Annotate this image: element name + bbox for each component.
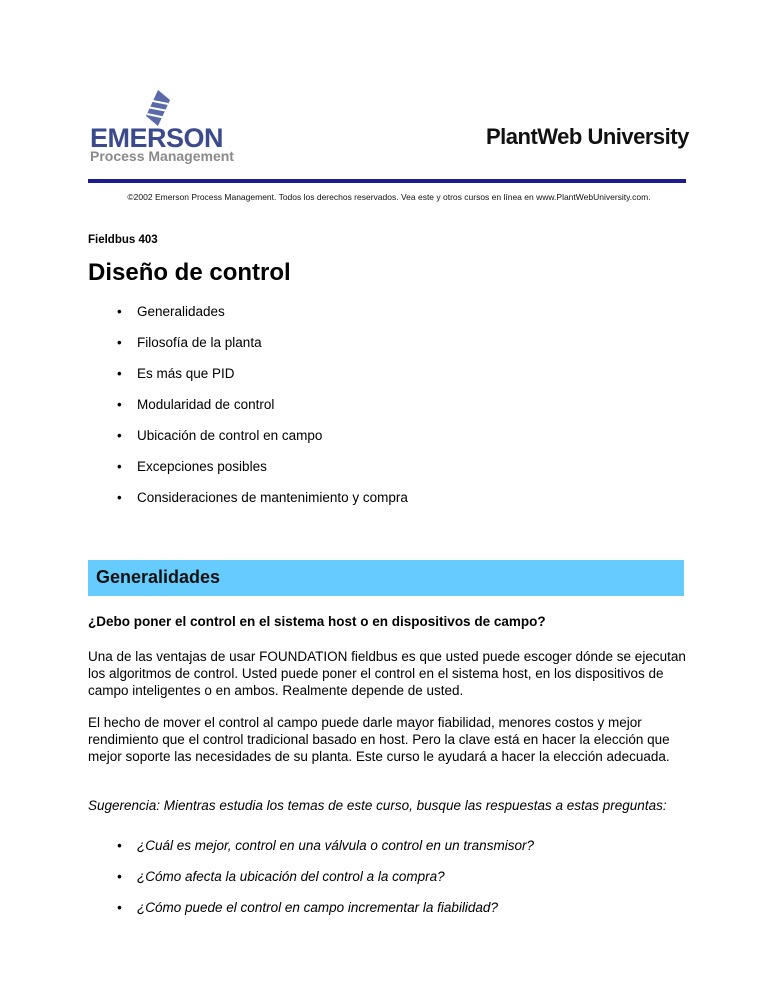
emerson-logo-icon bbox=[144, 90, 172, 126]
question-item: • ¿Cómo afecta la ubicación del control a la compra? bbox=[88, 868, 534, 899]
toc-item: • Ubicación de control en campo bbox=[88, 427, 408, 458]
section-question: ¿Debo poner el control en el sistema host o en dispositivos de campo? bbox=[88, 614, 546, 629]
tip-text: Sugerencia: Mientras estudia los temas de este curso, busque las respuestas a estas preguntas: bbox=[88, 798, 667, 813]
question-item: • ¿Cómo puede el control en campo incrementar la fiabilidad? bbox=[88, 899, 534, 930]
toc-item: • Generalidades bbox=[88, 303, 408, 334]
toc-item: • Modularidad de control bbox=[88, 396, 408, 427]
plantweb-university-logo: PlantWeb University bbox=[486, 124, 689, 149]
paragraph: El hecho de mover el control al campo puede darle mayor fiabilidad, menores costos y mejor rendimiento que el control tradicional basado en host. Pero la clave está en hacer la elección que mejor soporte las necesidades de su planta. Este curso le ayudará a hacer la elección adecuada. bbox=[88, 715, 670, 764]
toc-item: • Consideraciones de mantenimiento y compra bbox=[88, 489, 408, 520]
table-of-contents bbox=[88, 303, 408, 520]
paragraph: Una de las ventajas de usar FOUNDATION fieldbus es que usted puede escoger dónde se ejecutan los algoritmos de control. Usted puede poner el control en el sistema host, en los dispositivos de campo inteligentes o en ambos. Realmente depende de usted. bbox=[88, 649, 686, 698]
emerson-logo-text: EMERSON bbox=[90, 123, 224, 153]
question-item: • ¿Cuál es mejor, control en una válvula o control en un transmisor? bbox=[88, 837, 534, 868]
header-divider bbox=[88, 179, 686, 183]
toc-item: • Es más que PID bbox=[88, 365, 408, 396]
emerson-logo-subtitle: Process Management bbox=[90, 148, 234, 164]
section-header bbox=[88, 560, 684, 596]
question-list bbox=[88, 837, 534, 930]
section-heading: Generalidades bbox=[96, 567, 221, 587]
page-title: Diseño de control bbox=[88, 259, 291, 286]
copyright-notice: ©2002 Emerson Process Management. Todos los derechos reservados. Vea este y otros cursos en línea en www.PlantWebUniversity.com. bbox=[127, 192, 651, 202]
toc-item: • Excepciones posibles bbox=[88, 458, 408, 489]
toc-item: • Filosofía de la planta bbox=[88, 334, 408, 365]
course-code: Fieldbus 403 bbox=[88, 234, 158, 246]
